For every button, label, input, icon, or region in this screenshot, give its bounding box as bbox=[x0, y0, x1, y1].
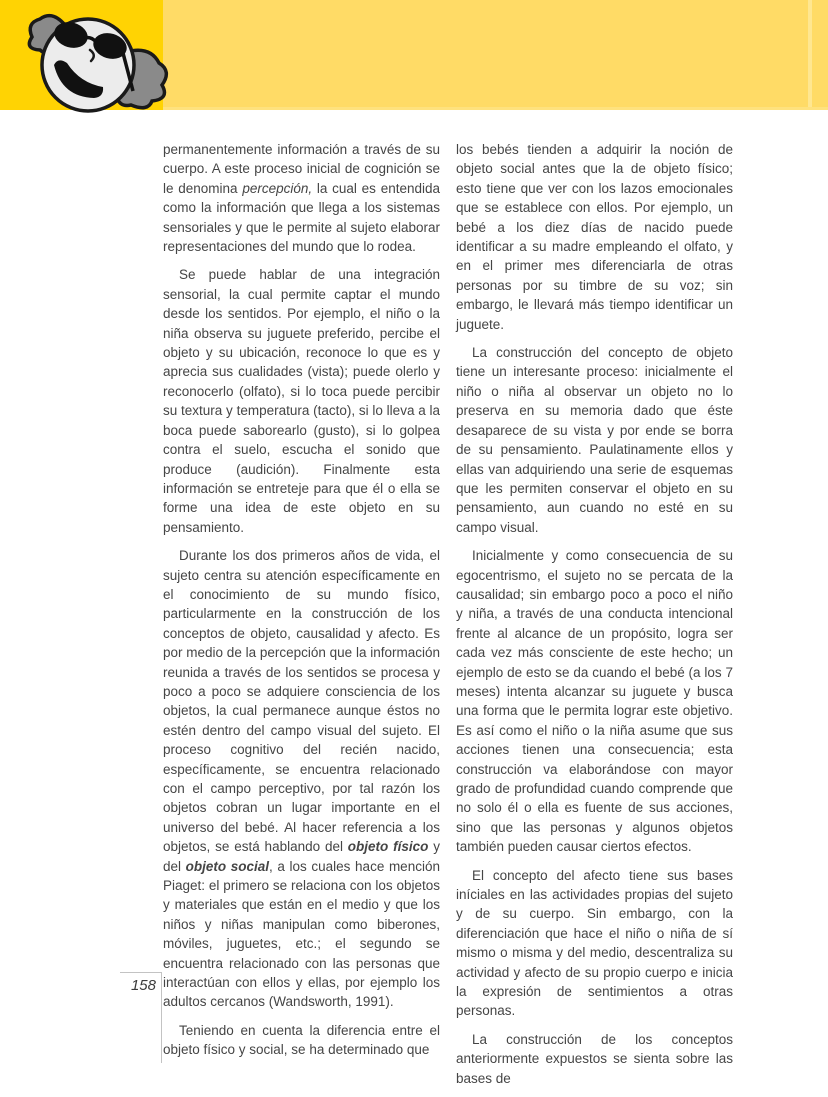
mascot-girl-sunglasses-icon bbox=[20, 5, 170, 118]
paragraph bbox=[456, 1030, 733, 1088]
paragraph bbox=[163, 546, 440, 1012]
paragraph bbox=[456, 546, 733, 857]
text-segment: los bebés tienden a adquirir la noción de objeto social antes que la de objeto físico; esto tiene que ver con los lazos emocionales que se establece con ellos. Por ejemplo, un bebé a los diez días de nacido puede identificar a su madre empleando el olfato, y en el primer mes diferenciarla de otras personas por su timbre de su voz; sin embargo, le llevará más tiempo identificar un juguete. bbox=[456, 142, 733, 332]
page-body bbox=[163, 140, 733, 1097]
text-segment: Durante los dos primeros años de vida, el sujeto centra su atención específicamente en el conocimiento de su mundo físico, particularmente en la construcción de los conceptos de objeto, causalidad y afecto. Es por medio de la percepción que la información reunida a través de los sentidos se procesa y poco a poco se adquiere consciencia de los objetos, la cual permanece aunque éstos no estén dentro del campo visual del sujeto. El proceso cognitivo del recién nacido, específicamente, se encuentra relacionado con el campo perceptivo, por tal razón los objetos cobran un lugar importante en el universo del bebé. Al hacer referencia a los objetos, se está hablando del bbox=[163, 548, 440, 855]
text-segment: La construcción del concepto de objeto tiene un interesante proceso: inicialmente el niño o niña al observar un objeto no lo preserva en su memoria dado que éste desaparece de su vista y por ende se borra de su pensamiento. Paulatinamente ellos y ellas van adquiriendo una serie de esquemas que les permiten conservar el objeto en su pensamiento, aun cuando no esté en su campo visual. bbox=[456, 345, 733, 535]
banner-highlight-stripe bbox=[808, 0, 812, 107]
text-segment: y del bbox=[163, 839, 440, 874]
text-column-left bbox=[163, 140, 440, 1097]
folio-rule-vertical bbox=[161, 972, 162, 1063]
header-banner-right bbox=[163, 0, 828, 110]
text-segment: objeto físico bbox=[347, 839, 429, 855]
header-banner bbox=[0, 0, 828, 110]
paragraph bbox=[456, 140, 733, 334]
text-segment: objeto social bbox=[185, 858, 270, 874]
paragraph bbox=[163, 140, 440, 256]
folio-rule-horizontal bbox=[120, 972, 162, 973]
text-segment: la cual es entendida como la información que llega a los sistemas sensoriales y que le permite al sujeto elaborar representaciones del mundo que lo rodea. bbox=[163, 180, 440, 255]
text-segment: permanentemente información a través de su cuerpo. A este proceso inicial de cognición se le denomina bbox=[163, 142, 440, 196]
text-segment: , a los cuales hace mención Piaget: el primero se relaciona con los objetos y materiales que están en el medio y que los niños y niñas manipulan como biberones, móviles, juguetes, etc.; el segundo se encuentra relacionado con las personas que interactúan con ellos y ellas, por ejemplo los adultos cercanos (Wandsworth, 1991). bbox=[163, 858, 440, 1010]
text-column-right bbox=[456, 140, 733, 1097]
banner-bottom-sheen bbox=[163, 107, 828, 110]
text-segment: La construcción de los conceptos anteriormente expuestos se sienta sobre las bases de bbox=[456, 1031, 733, 1086]
page-number: 158 bbox=[130, 977, 156, 994]
text-segment: Teniendo en cuenta la diferencia entre el objeto físico y social, se ha determinado que bbox=[163, 1022, 440, 1058]
text-segment: El concepto del afecto tiene sus bases iníciales en las actividades propias del sujeto y de su cuerpo. Sin embargo, con la diferenciación que hace el niño o niña de sí mismo o misma y del medio, descentraliza su actividad y afecto de su propio cuerpo e inicia la expresión de sentimientos a otras personas. bbox=[456, 867, 733, 1019]
paragraph bbox=[456, 343, 733, 537]
paragraph bbox=[163, 1021, 440, 1060]
text-segment: Inicialmente y como consecuencia de su egocentrismo, el sujeto no se percata de la causalidad; sin embargo poco a poco el niño y niña, a través de una conducta intencional frente al alcance de un propósito, logra ser cada vez más consciente de este hecho; un ejemplo de esto se da cuando el bebé (a los 7 meses) intenta alcanzar su juguete y busca una forma que le permita lograr este objetivo. Es así como el niño o la niña asume que sus acciones tienen una consecuencia; esta construcción va elaborándose con mayor grado de profundidad cuando comprende que no solo él o ella es fuente de sus acciones, sino que las personas y algunos objetos también pueden causar ciertos efectos. bbox=[456, 548, 733, 855]
text-segment: Se puede hablar de una integración sensorial, la cual permite captar el mundo desde los sentidos. Por ejemplo, el niño o la niña observa su juguete preferido, percibe el objeto y su ubicación, reconoce lo que es y aprecia sus cualidades (vista); puede olerlo y reconocerlo (olfato), si lo toca puede percibir su textura y temperatura (tacto), si lo lleva a la boca puede saborearlo (gusto), si lo golpea contra el suelo, escucha el sonido que produce (audición). Finalmente esta información se entreteje para que él o ella se forme una idea de este objeto en su pensamiento. bbox=[163, 267, 440, 535]
paragraph bbox=[456, 866, 733, 1021]
paragraph bbox=[163, 265, 440, 537]
text-segment: percepción, bbox=[242, 180, 313, 196]
